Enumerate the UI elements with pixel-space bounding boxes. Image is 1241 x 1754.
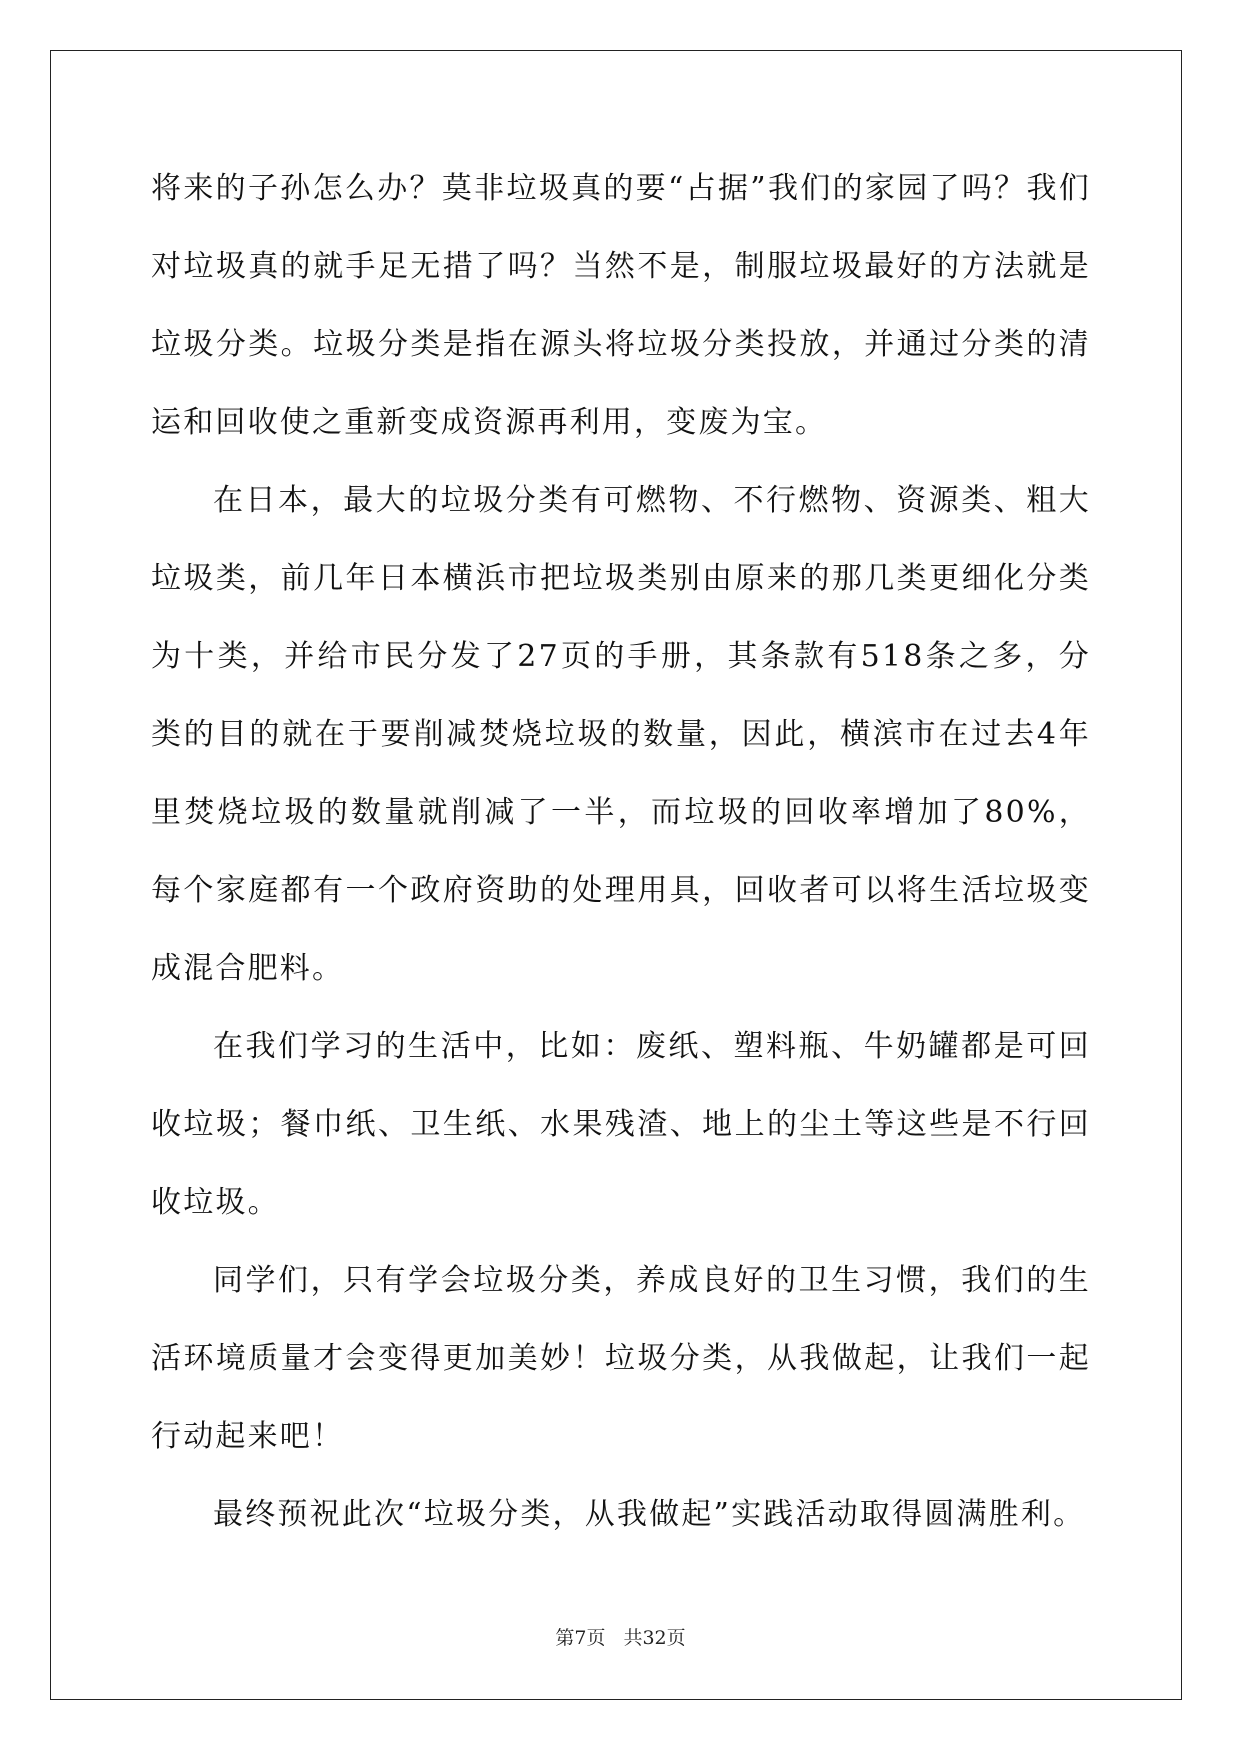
page-total: 共32页 bbox=[623, 1627, 686, 1649]
paragraph-5: 最终预祝此次“垃圾分类，从我做起”实践活动取得圆满胜利。 bbox=[213, 1497, 1086, 1532]
paragraph-3: 在我们学习的生活中，比如：废纸、塑料瓶、牛奶罐都是可回收垃圾；餐巾纸、卫生纸、水果残渣、地上的尘土等这些是不行回收垃圾。 bbox=[151, 1029, 1091, 1220]
document-body bbox=[151, 150, 1091, 1554]
page-footer bbox=[0, 1623, 1241, 1650]
paragraph-2: 在日本，最大的垃圾分类有可燃物、不行燃物、资源类、粗大垃圾类，前几年日本横浜市把垃圾类别由原来的那几类更细化分类为十类，并给市民分发了27页的手册，其条款有518条之多，分类的目的就在于要削减焚烧垃圾的数量，因此，横滨市在过去4年里焚烧垃圾的数量就削减了一半，而垃圾的回收率增加了80%，每个家庭都有一个政府资助的处理用具，回收者可以将生活垃圾变成混合肥料。 bbox=[151, 483, 1091, 986]
paragraph-4: 同学们，只有学会垃圾分类，养成良好的卫生习惯，我们的生活环境质量才会变得更加美妙！垃圾分类，从我做起，让我们一起行动起来吧！ bbox=[151, 1263, 1091, 1454]
paragraph-1: 将来的子孙怎么办？莫非垃圾真的要“占据”我们的家园了吗？我们对垃圾真的就手足无措了吗？当然不是，制服垃圾最好的方法就是垃圾分类。垃圾分类是指在源头将垃圾分类投放，并通过分类的清运和回收使之重新变成资源再利用，变废为宝。 bbox=[151, 171, 1091, 440]
page-number: 第7页 bbox=[555, 1627, 606, 1649]
